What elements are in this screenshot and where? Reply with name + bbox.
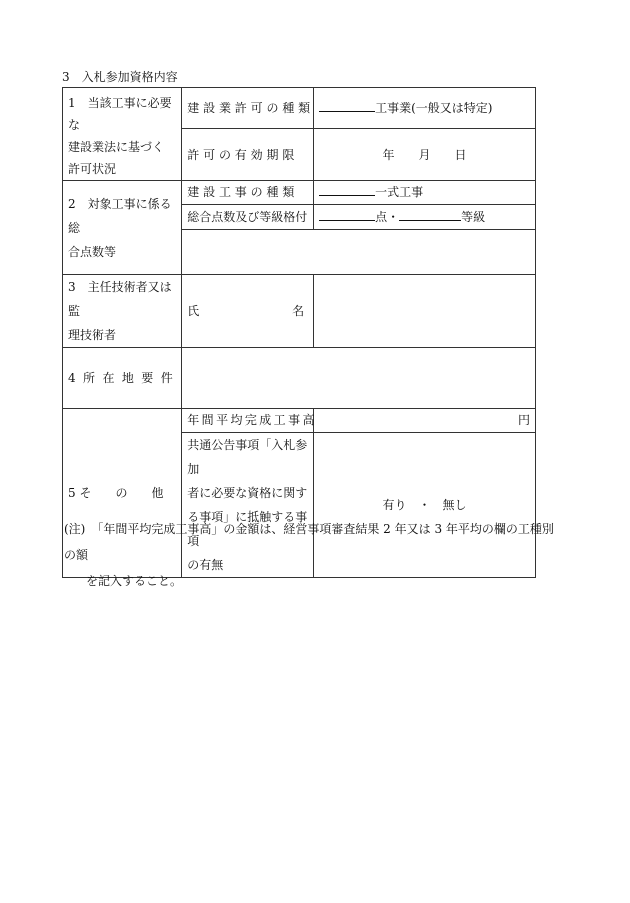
permit-type-label: 建設業許可の種類 <box>182 88 314 129</box>
footnote: (注) 「年間平均完成工事高」の金額は、経営事項審査結果 2 年又は 3 年平均の欄の工種別の額 を記入すること。 <box>64 522 554 588</box>
location-cell[interactable] <box>182 348 536 409</box>
permit-period-label: 許可の有効期限 <box>182 129 314 181</box>
score-cell[interactable]: 点・ 等級 <box>314 205 536 230</box>
score-label: 総合点数及び等級格付 <box>182 205 314 230</box>
work-type-blank[interactable] <box>319 184 375 196</box>
score-extra-cell[interactable] <box>182 230 536 275</box>
score-point-blank[interactable] <box>319 209 375 221</box>
annual-cell[interactable]: 円 <box>314 409 536 433</box>
score-grade-blank[interactable] <box>399 209 461 221</box>
work-type-label: 建設工事の種類 <box>182 181 314 205</box>
requirement-3-label: 3 主任技術者又は監 理技術者 <box>63 275 182 348</box>
requirement-2-label: 2 対象工事に係る総 合点数等 <box>63 181 182 275</box>
common-notice-value[interactable]: 有り ・ 無し <box>314 433 536 578</box>
permit-type-cell[interactable]: 工事業(一般又は特定) <box>314 88 536 129</box>
section-heading: 3 入札参加資格内容 <box>62 70 178 84</box>
permit-period-cell[interactable]: 年 月 日 <box>314 129 536 181</box>
name-cell[interactable] <box>314 275 536 348</box>
permit-type-blank[interactable] <box>319 100 375 112</box>
requirement-1-label: 1 当該工事に必要な 建設業法に基づく 許可状況 <box>63 88 182 181</box>
requirement-5-label: 5 そ の 他 <box>63 409 182 578</box>
common-notice-label: 共通公告事項「入札参加 者に必要な資格に関す る事項」に抵触する事項 の有無 <box>182 433 314 578</box>
requirement-4-label: 4 所 在 地 要 件 <box>63 348 182 409</box>
name-label: 氏 名 <box>182 275 314 348</box>
work-type-cell[interactable]: 一式工事 <box>314 181 536 205</box>
annual-label: 年間平均完成工事高 <box>182 409 314 433</box>
qualification-table <box>62 87 536 578</box>
